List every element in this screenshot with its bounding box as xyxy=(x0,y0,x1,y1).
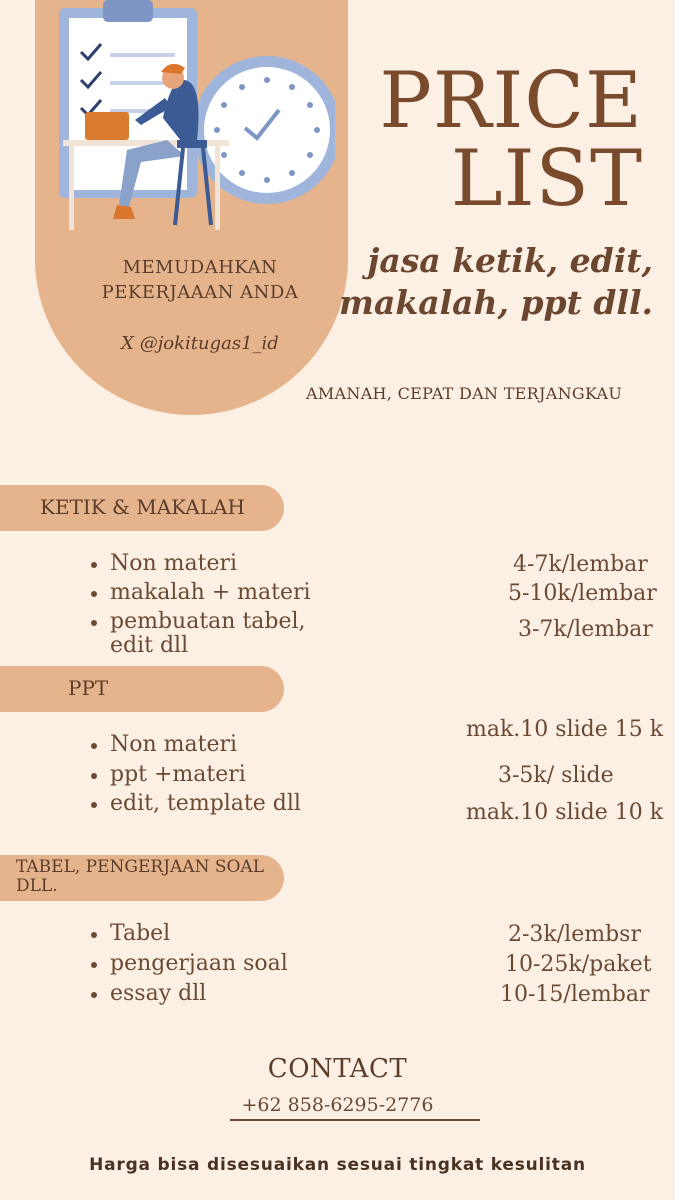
list-item xyxy=(110,952,288,976)
contact-heading: CONTACT xyxy=(267,1054,408,1084)
bullet xyxy=(91,620,97,626)
item-price: mak.10 slide 15 k xyxy=(466,717,664,742)
item-price: 3-5k/ slide xyxy=(498,763,614,788)
motto: AMANAH, CEPAT DAN TERJANGKAU xyxy=(306,384,623,403)
bullet xyxy=(91,591,97,597)
section-header-tabel xyxy=(0,855,284,901)
item-price: 5-10k/lembar xyxy=(508,581,657,606)
bullet xyxy=(91,562,97,568)
list-item xyxy=(110,763,246,787)
bullet xyxy=(91,773,97,779)
footer-note: Harga bisa disesuaikan sesuai tingkat kesulitan xyxy=(89,1155,586,1175)
illustration xyxy=(55,0,335,240)
section-header-ketik xyxy=(0,485,284,531)
bullet xyxy=(91,992,97,998)
section-title: PPT xyxy=(68,676,109,700)
item-label: makalah + materi xyxy=(110,580,311,605)
item-label: edit, template dll xyxy=(110,791,301,816)
section-title: KETIK & MAKALAH xyxy=(40,495,245,519)
title-line-1: PRICE xyxy=(379,56,643,146)
clock-icon xyxy=(193,56,335,204)
item-label: Non materi xyxy=(110,732,238,757)
title-line-2: LIST xyxy=(450,134,643,224)
item-price: 10-25k/paket xyxy=(505,952,652,977)
item-price: 4-7k/lembar xyxy=(513,552,648,577)
item-label: Tabel xyxy=(110,921,171,946)
section-header-ppt xyxy=(0,666,284,712)
item-label: pembuatan tabel, edit dll xyxy=(110,609,306,658)
item-price: 10-15/lembar xyxy=(500,982,650,1007)
contact-phone: +62 858-6295-2776 xyxy=(241,1094,434,1116)
subtitle-line-2: makalah, ppt dll. xyxy=(339,283,653,322)
section-title: TABEL, PENGERJAAN SOAL DLL. xyxy=(16,857,264,896)
bullet xyxy=(91,962,97,968)
list-item xyxy=(110,581,311,605)
social-handle: X @jokitugas1_id xyxy=(121,333,279,354)
item-price: mak.10 slide 10 k xyxy=(466,800,664,825)
list-item xyxy=(110,982,206,1006)
item-price: 2-3k/lembsr xyxy=(508,922,641,947)
item-label: Non materi xyxy=(110,551,238,576)
phone-underline xyxy=(230,1119,480,1121)
list-item xyxy=(110,922,170,946)
item-label: essay dll xyxy=(110,981,207,1006)
tagline: MEMUDAHKAN PEKERJAAAN ANDA xyxy=(101,257,299,303)
item-price: 3-7k/lembar xyxy=(518,617,653,642)
page-title xyxy=(379,56,643,224)
item-label: ppt +materi xyxy=(110,762,246,787)
subtitle xyxy=(339,240,653,324)
item-label: pengerjaan soal xyxy=(110,951,288,976)
list-item xyxy=(110,552,237,576)
list-item xyxy=(110,792,301,816)
bullet xyxy=(91,802,97,808)
list-item xyxy=(110,733,237,757)
bullet xyxy=(91,743,97,749)
subtitle-line-1: jasa ketik, edit, xyxy=(367,241,653,280)
bullet xyxy=(91,932,97,938)
list-item xyxy=(110,610,330,658)
